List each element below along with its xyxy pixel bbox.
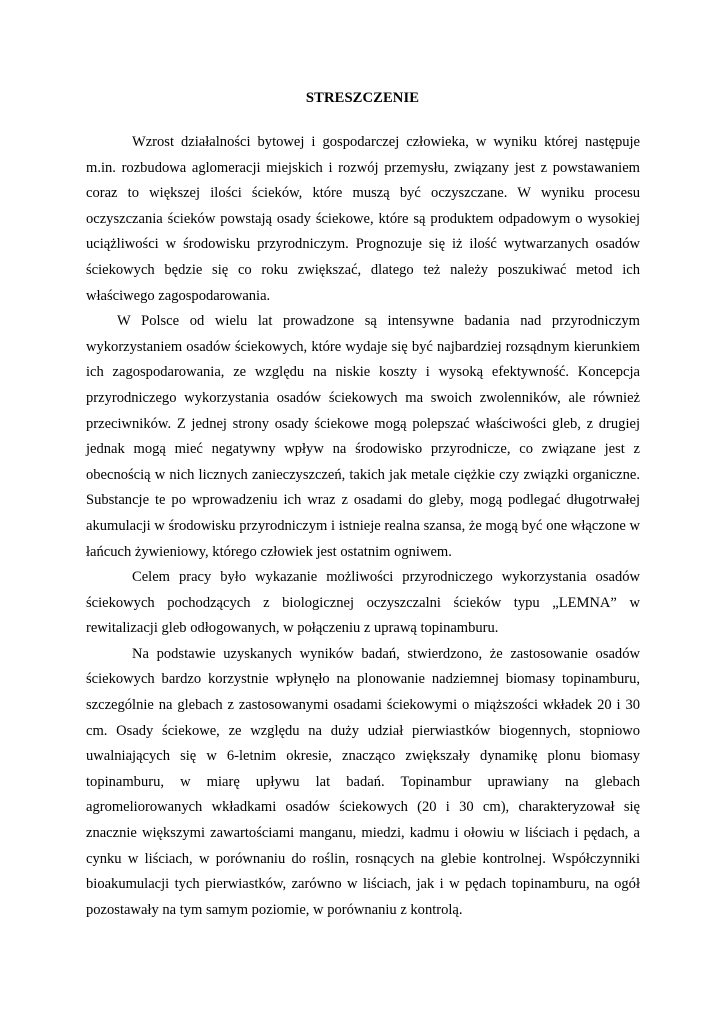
- document-body: [86, 130, 640, 923]
- paragraph-research-aim: Celem pracy było wykazanie możliwości przyrodniczego wykorzystania osadów ściekowych pochodzących z biologicznej oczyszczalni ścieków typu „LEMNA” w rewitalizacji gleb odłogowanych, w połączeniu z uprawą topinamburu.: [86, 569, 640, 637]
- paragraph-research-context: W Polsce od wielu lat prowadzone są intensywne badania nad przyrodniczym wykorzystaniem osadów ściekowych, które wydaje się być najbardziej rozsądnym kierunkiem ich zagospodarowania, ze względu na niskie koszty i wysoką efektywność. Koncepcja przyrodniczego wykorzystania osadów ściekowych ma swoich zwolenników, ale również przeciwników. Z jednej strony osady ściekowe mogą polepszać właściwości gleb, z drugiej jednak mogą mieć negatywny wpływ na środowisko przyrodnicze, co związane jest z obecnością w nich licznych zanieczyszczeń, takich jak metale ciężkie czy związki organiczne. Substancje te po wprowadzeniu ich wraz z osadami do gleby, mogą podlegać długotrwałej akumulacji w środowisku przyrodniczym i istnieje realna szansa, że mogą być one włączone w łańcuch żywieniowy, którego człowiek jest ostatnim ogniwem.: [86, 313, 640, 560]
- document-title: STRESZCZENIE: [305, 90, 420, 106]
- paragraph-results: Na podstawie uzyskanych wyników badań, stwierdzono, że zastosowanie osadów ściekowych bardzo korzystnie wpłynęło na plonowanie nadziemnej biomasy topinamburu, szczególnie na glebach z zastosowanymi osadami ściekowymi o miąższości wkładek 20 i 30 cm. Osady ściekowe, ze względu na duży udział pierwiastków biogennych, stopniowo uwalniających się w 6-letnim okresie, znacząco zwiększały dynamikę plonu biomasy topinamburu, w miarę upływu lat badań. Topinambur uprawiany na glebach agromeliorowanych wkładkami osadów ściekowych (20 i 30 cm), charakteryzował się znacznie większymi zawartościami manganu, miedzi, kadmu i ołowiu w liściach i pędach, a cynku w liściach, w porównaniu do roślin, rosnących na glebie kontrolnej. Współczynniki bioakumulacji tych pierwiastków, zarówno w liściach, jak i w pędach topinamburu, na ogół pozostawały na tym samym poziomie, w porównaniu z kontrolą.: [86, 645, 640, 918]
- paragraph-introduction: Wzrost działalności bytowej i gospodarczej człowieka, w wyniku której następuje m.in. rozbudowa aglomeracji miejskich i rozwój przemysłu, związany jest z powstawaniem coraz to większej ilości ścieków, które muszą być oczyszczane. W wyniku procesu oczyszczania ścieków powstają osady ściekowe, które są produktem odpadowym o wysokiej uciążliwości w środowisku przyrodniczym. Prognozuje się iż ilość wytwarzanych osadów ściekowych będzie się co roku zwiększać, dlatego też należy poszukiwać metod ich właściwego zagospodarowania.: [86, 134, 640, 304]
